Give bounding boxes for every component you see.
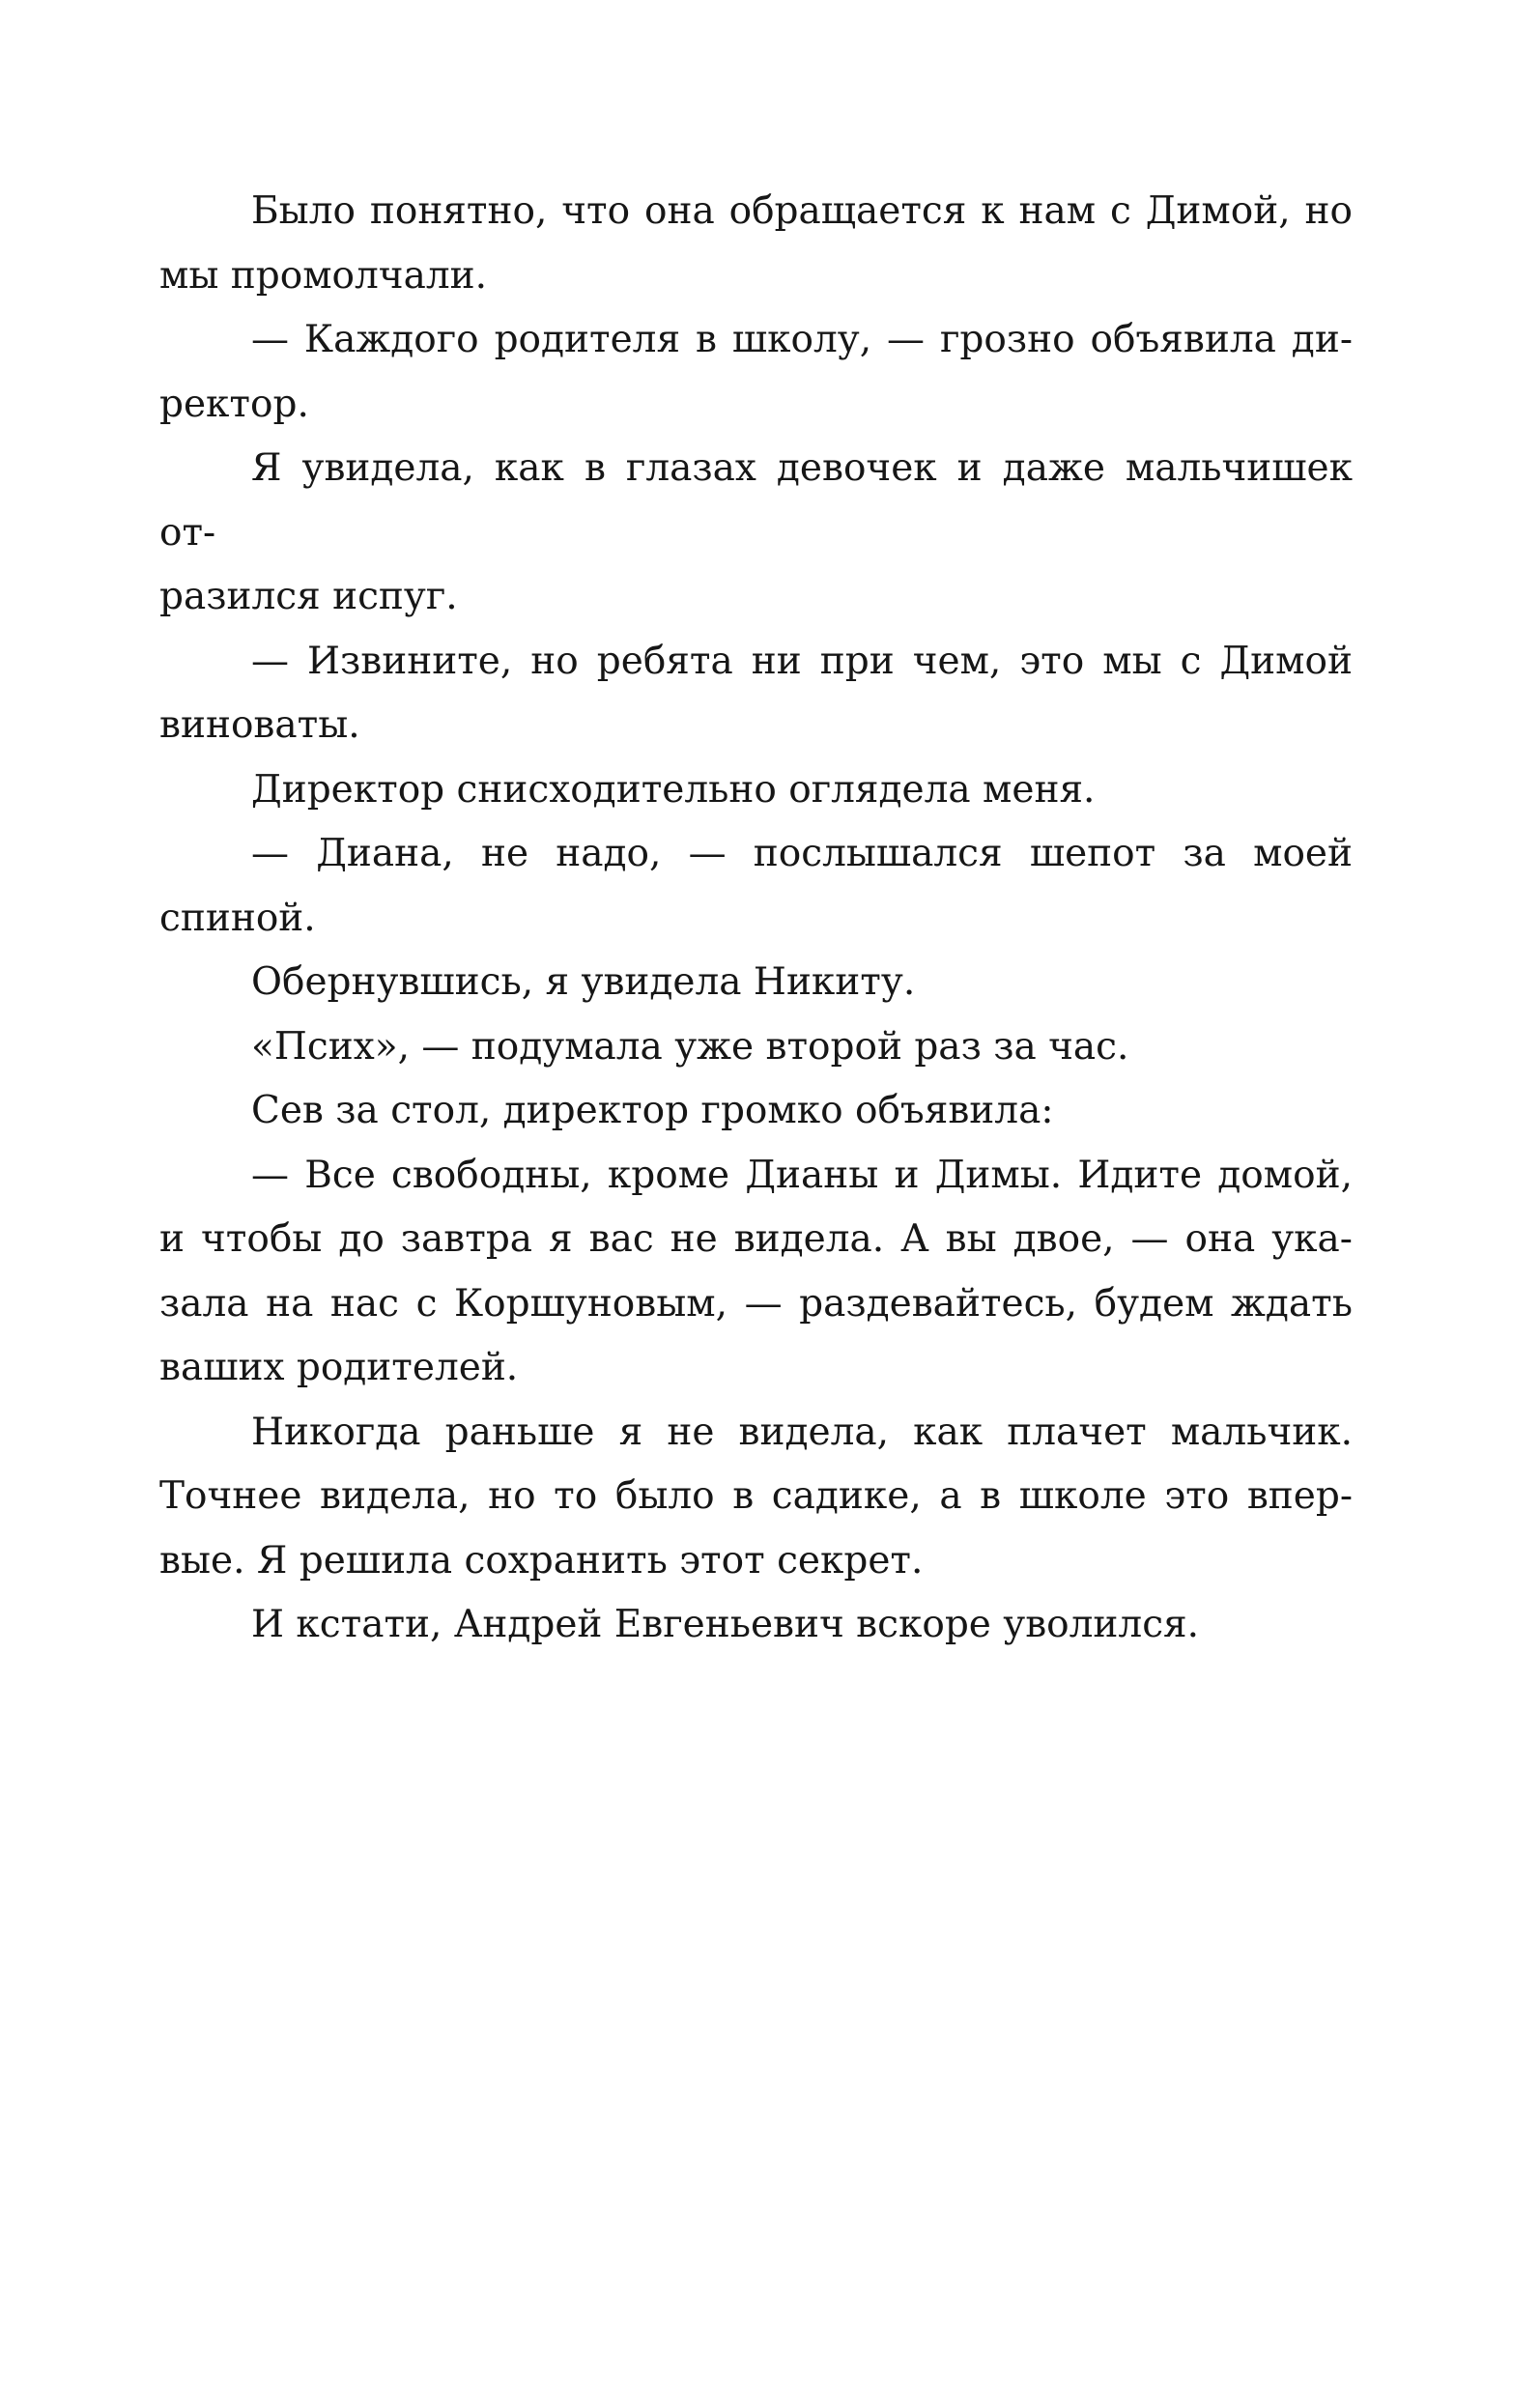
- text-line: и чтобы до завтра я вас не видела. А вы двое, — она ука-: [159, 1217, 1353, 1261]
- text-line: разился испуг.: [159, 575, 458, 618]
- text-line: Я увидела, как в глазах девочек и даже мальчишек от-: [159, 446, 1353, 555]
- text-line: «Псих», — подумала уже второй раз за час.: [251, 1024, 1129, 1069]
- text-line: — Извините, но ребята ни при чем, это мы с Димой: [251, 639, 1353, 683]
- text-line: мы промолчали.: [159, 253, 488, 298]
- text-line: И кстати, Андрей Евгеньевич вскоре уволился.: [251, 1603, 1200, 1646]
- text-line: вые. Я решила сохранить этот секрет.: [159, 1538, 924, 1583]
- text-line: зала на нас с Коршуновым, — раздевайтесь, будем ждать: [159, 1281, 1353, 1326]
- text-line: Директор снисходительно оглядела меня.: [251, 767, 1096, 812]
- text-line: ректор.: [159, 382, 309, 426]
- text-line: Никогда раньше я не видела, как плачет мальчик.: [251, 1410, 1353, 1454]
- text-line: Сев за стол, директор громко объявила:: [251, 1089, 1054, 1132]
- text-line: Было понятно, что она обращается к нам с Димой, но: [251, 189, 1353, 233]
- text-line: — Диана, не надо, — послышался шепот за моей спиной.: [159, 832, 1353, 940]
- text-line: — Каждого родителя в школу, — грозно объявила ди-: [251, 318, 1353, 361]
- text-line: Обернувшись, я увидела Никиту.: [251, 960, 916, 1004]
- text-line: ваших родителей.: [159, 1346, 519, 1389]
- text-line: виноваты.: [159, 703, 360, 747]
- text-line: — Все свободны, кроме Дианы и Димы. Идите домой,: [251, 1153, 1353, 1197]
- page-text-block: [159, 180, 1353, 1658]
- text-line: Точнее видела, но то было в садике, а в школе это впер-: [159, 1474, 1353, 1518]
